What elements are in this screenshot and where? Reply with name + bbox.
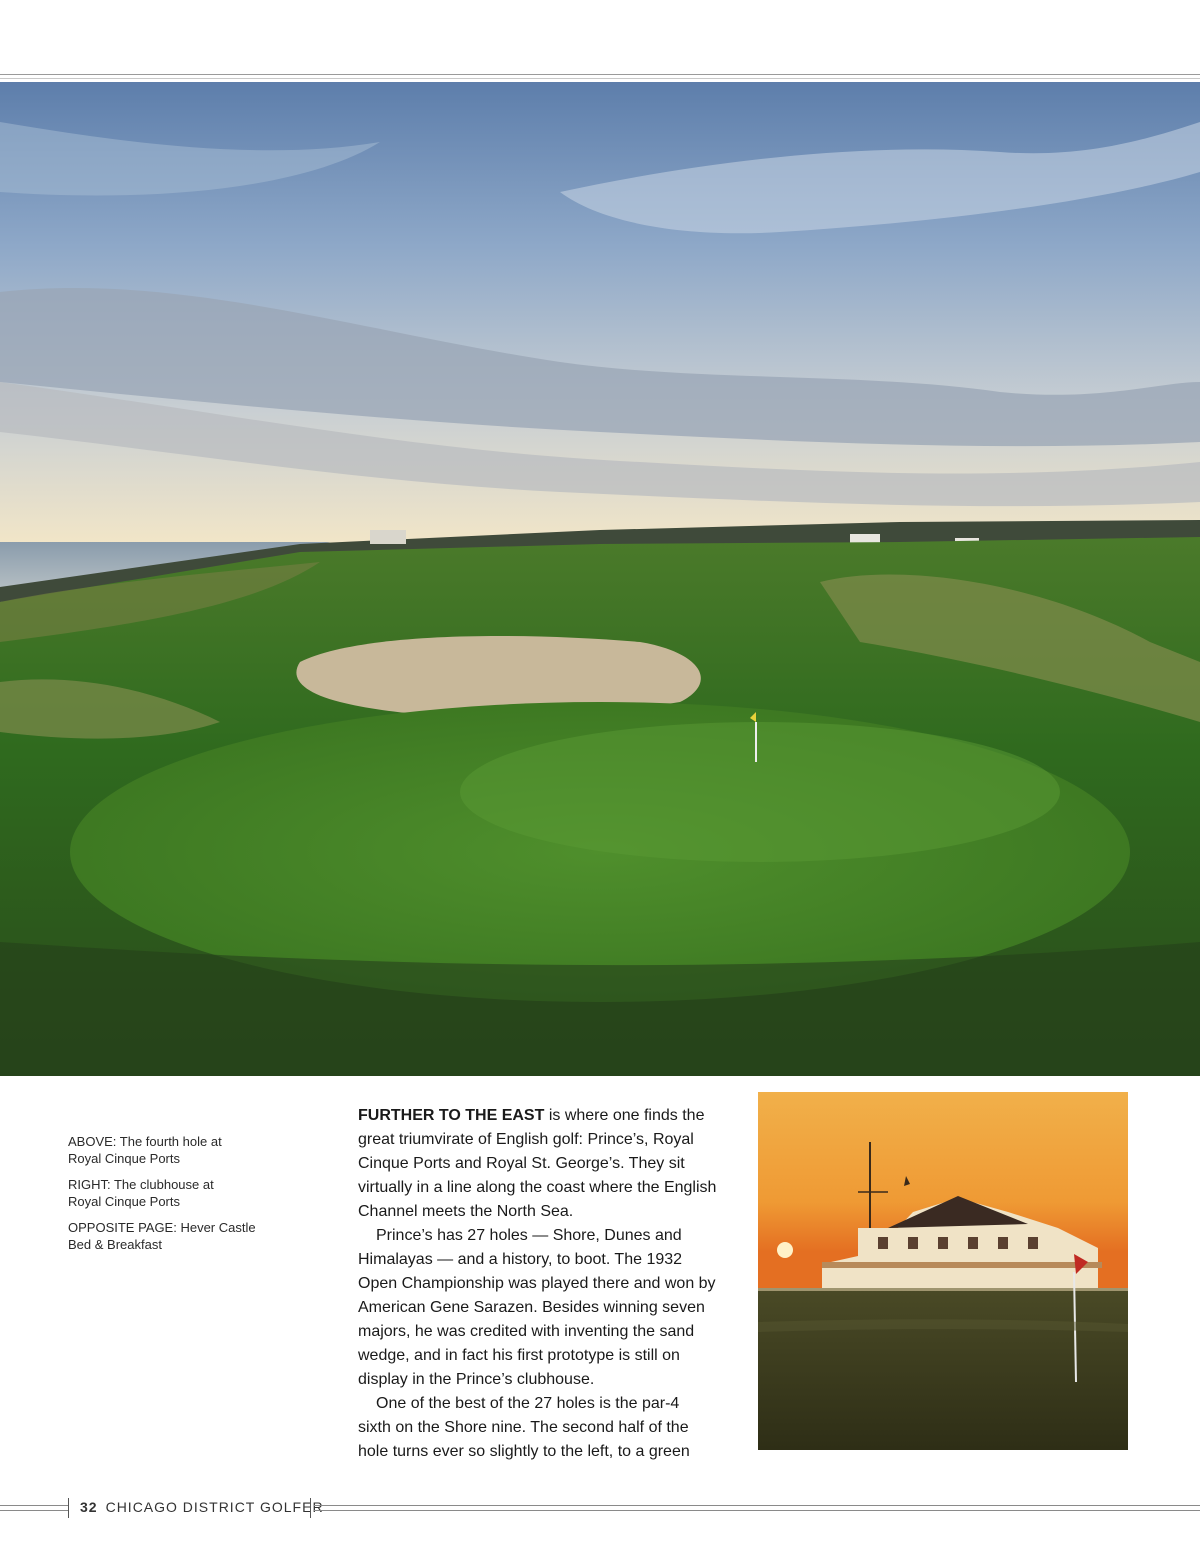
article-line: hole turns ever so slightly to the left, to a green <box>358 1443 690 1460</box>
caption-right <box>68 1176 308 1210</box>
footer-tick-right <box>310 1498 311 1518</box>
page-footer <box>0 1496 1200 1520</box>
article-line: One of the best of the 27 holes is the par-4 <box>376 1395 680 1412</box>
article-paragraph-2 <box>358 1224 738 1392</box>
article-line: majors, he was credited with inventing the sand <box>358 1323 695 1340</box>
clubhouse-photo-illustration <box>758 1092 1128 1450</box>
footer-rule-left <box>0 1505 68 1506</box>
caption-opposite-page <box>68 1219 308 1253</box>
caption-line: Royal Cinque Ports <box>68 1194 180 1209</box>
top-rule-secondary <box>0 78 1200 79</box>
article-line: Cinque Ports and Royal St. George’s. They sit <box>358 1155 685 1172</box>
hero-photo-illustration <box>0 82 1200 1076</box>
article-body <box>358 1104 738 1464</box>
photo-captions <box>68 1133 308 1262</box>
article-line <box>358 1104 738 1128</box>
article-line: sixth on the Shore nine. The second half of the <box>358 1419 689 1436</box>
article-line: Open Championship was played there and won by <box>358 1275 716 1292</box>
page-number: 32 <box>80 1499 98 1515</box>
article-line-text: is where one finds the <box>544 1107 705 1124</box>
article-line: wedge, and in fact his first prototype is still on <box>358 1347 680 1364</box>
article-line: virtually in a line along the coast where the English <box>358 1179 717 1196</box>
footer-rule-right <box>314 1505 1200 1506</box>
inset-photo-clubhouse <box>758 1092 1128 1450</box>
caption-line: Bed & Breakfast <box>68 1237 162 1252</box>
caption-line: Royal Cinque Ports <box>68 1151 180 1166</box>
caption-above <box>68 1133 308 1167</box>
hero-photo-fourth-hole <box>0 82 1200 1076</box>
caption-line: RIGHT: The clubhouse at <box>68 1177 214 1192</box>
caption-line: ABOVE: The fourth hole at <box>68 1134 222 1149</box>
folio <box>80 1499 324 1515</box>
article-line: Prince’s has 27 holes — Shore, Dunes and <box>376 1227 682 1244</box>
publication-name: CHICAGO DISTRICT GOLFER <box>105 1499 324 1515</box>
footer-rule-left-2 <box>0 1510 68 1511</box>
article-line: Channel meets the North Sea. <box>358 1203 574 1220</box>
top-rule <box>0 74 1200 75</box>
footer-tick-left <box>68 1498 69 1518</box>
article-paragraph-3 <box>358 1392 738 1464</box>
article-line: American Gene Sarazen. Besides winning seven <box>358 1299 705 1316</box>
article-line: display in the Prince’s clubhouse. <box>358 1371 595 1388</box>
article-line: Himalayas — and a history, to boot. The 1932 <box>358 1251 683 1268</box>
footer-rule-right-2 <box>314 1510 1200 1511</box>
caption-line: OPPOSITE PAGE: Hever Castle <box>68 1220 256 1235</box>
article-paragraph-1 <box>358 1104 738 1224</box>
article-line: great triumvirate of English golf: Prince’s, Royal <box>358 1131 694 1148</box>
article-lead-in: FURTHER TO THE EAST <box>358 1107 545 1124</box>
